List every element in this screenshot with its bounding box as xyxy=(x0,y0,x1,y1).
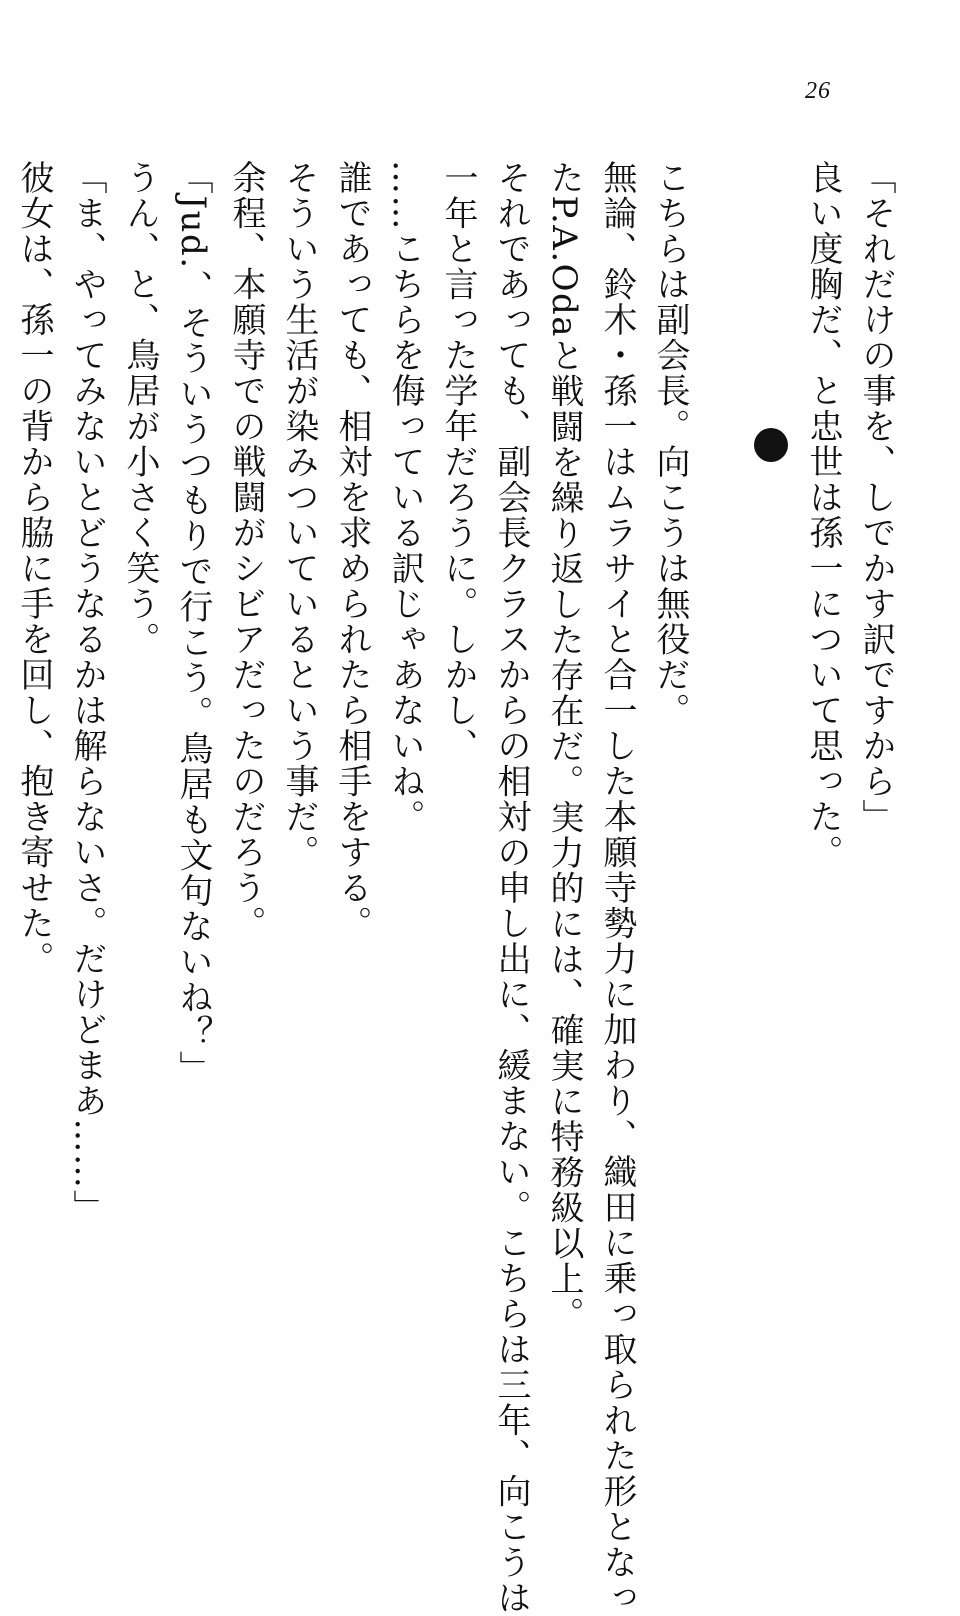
page-number: 26 xyxy=(805,78,831,104)
text-line: そういう生活が染みついているという事だ。 xyxy=(279,160,319,870)
text-line: こちらは副会長。向こうは無役だ。 xyxy=(650,160,690,728)
text-line: 無論、鈴木・孫一はムラサイと合一した本願寺勢力に加わり、織田に乗っ取られた形となっ xyxy=(597,160,637,1616)
text-line: たP.A.Odaと戦闘を繰り返した存在だ。実力的には、確実に特務級以上。 xyxy=(544,160,584,1333)
text-line: 良い度胸だ、と忠世は孫一について思った。 xyxy=(803,160,843,870)
text-line: 「それだけの事を、しでかす訳ですから」 xyxy=(856,160,896,835)
vertical-text-body xyxy=(7,160,902,1616)
text-line: 彼女は、孫一の背から脇に手を回し、抱き寄せた。 xyxy=(14,160,54,977)
text-line: それであっても、副会長クラスからの相対の申し出に、緩まない。こちらは三年、向こうは xyxy=(491,160,531,1616)
text-line: 一年と言った学年だろうに。しかし、 xyxy=(438,160,478,764)
text-line: うん、と、鳥居が小さく笑う。 xyxy=(120,160,160,657)
text-line: 「Jud.、そういうつもりで行こう。鳥居も文句ないね？」 xyxy=(173,160,213,1087)
text-line: 誰であっても、相対を求められたら相手をする。 xyxy=(332,160,372,941)
text-line: ……こちらを侮っている訳じゃあないね。 xyxy=(385,160,425,835)
text-line: 余程、本願寺での戦闘がシビアだったのだろう。 xyxy=(226,160,266,941)
text-line: 「ま、やってみないとどうなるかは解らないさ。だけどまあ……」 xyxy=(67,160,107,1225)
